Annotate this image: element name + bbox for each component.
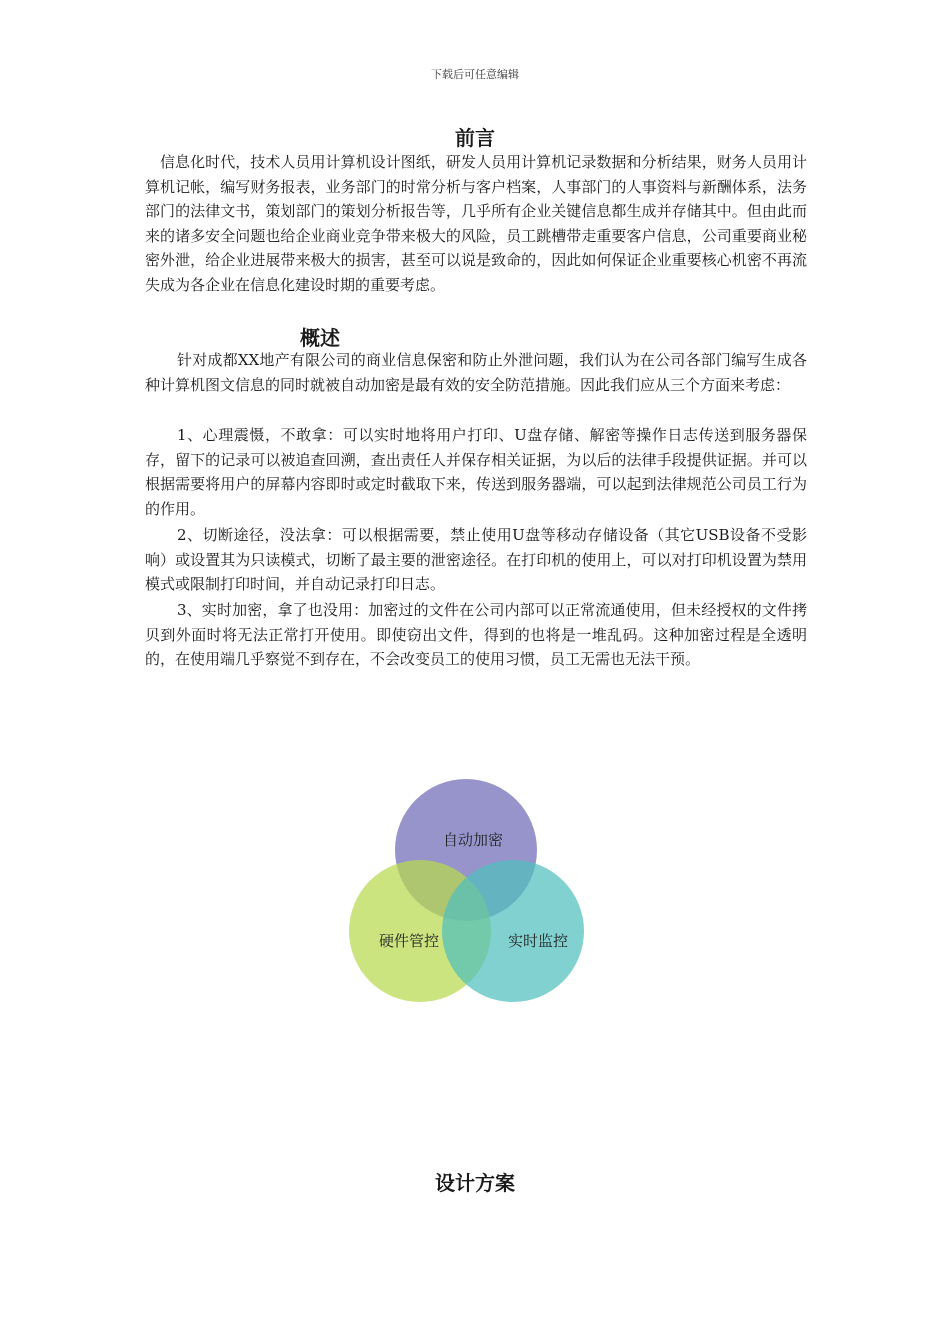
preface-paragraph: 信息化时代，技术人员用计算机设计图纸，研发人员用计算机记录数据和分析结果，财务人员用计算机记帐，编写财务报表，业务部门的时常分析与客户档案，人事部门的人事资料与新酬体系，法务部门的法律文书，策划部门的策划分析报告等，几乎所有企业关键信息都生成并存储其中。但由此而来的诸多安全问题也给企业商业竞争带来极大的风险，员工跳槽带走重要客户信息，公司重要商业秘密外泄，给企业进展带来极大的损害，甚至可以说是致命的，因此如何保证企业重要核心机密不再流失成为各企业在信息化建设时期的重要考虑。	[145, 153, 807, 294]
overview-title: 概述	[300, 326, 340, 350]
overview-intro: 针对成都XX地产有限公司的商业信息保密和防止外泄问题，我们认为在公司各部门编写生成各种计算机图文信息的同时就被自动加密是最有效的安全防范措施。因此我们应从三个方面来考虑：	[145, 351, 807, 394]
design-title: 设计方案	[435, 1171, 515, 1195]
header-note: 下载后可任意编辑	[431, 68, 519, 81]
venn-circle-monitoring	[442, 860, 584, 1002]
venn-label-monitoring: 实时监控	[507, 932, 569, 950]
venn-label-encryption: 自动加密	[442, 831, 504, 849]
overview-point-2: 2、切断途径，没法拿：可以根据需要，禁止使用U盘等移动存储设备（其它USB设备不受影响）或设置其为只读模式，切断了最主要的泄密途径。在打印机的使用上，可以对打印机设置为禁用模式或限制打印时间，并自动记录打印日志。	[145, 526, 807, 593]
venn-label-hardware: 硬件管控	[378, 932, 440, 950]
preface-title: 前言	[455, 126, 495, 150]
overview-point-1: 1、心理震慑，不敢拿：可以实时地将用户打印、U盘存储、解密等操作日志传送到服务器保存，留下的记录可以被追查回溯，查出责任人并保存相关证据，为以后的法律手段提供证据。并可以根据需要将用户的屏幕内容即时或定时截取下来，传送到服务器端，可以起到法律规范公司员工行为的作用。	[145, 426, 807, 518]
venn-diagram	[340, 770, 600, 1010]
overview-point-3: 3、实时加密，拿了也没用：加密过的文件在公司内部可以正常流通使用，但未经授权的文件拷贝到外面时将无法正常打开使用。即使窃出文件，得到的也将是一堆乱码。这种加密过程是全透明的，在使用端几乎察觉不到存在，不会改变员工的使用习惯，员工无需也无法干预。	[145, 601, 807, 668]
